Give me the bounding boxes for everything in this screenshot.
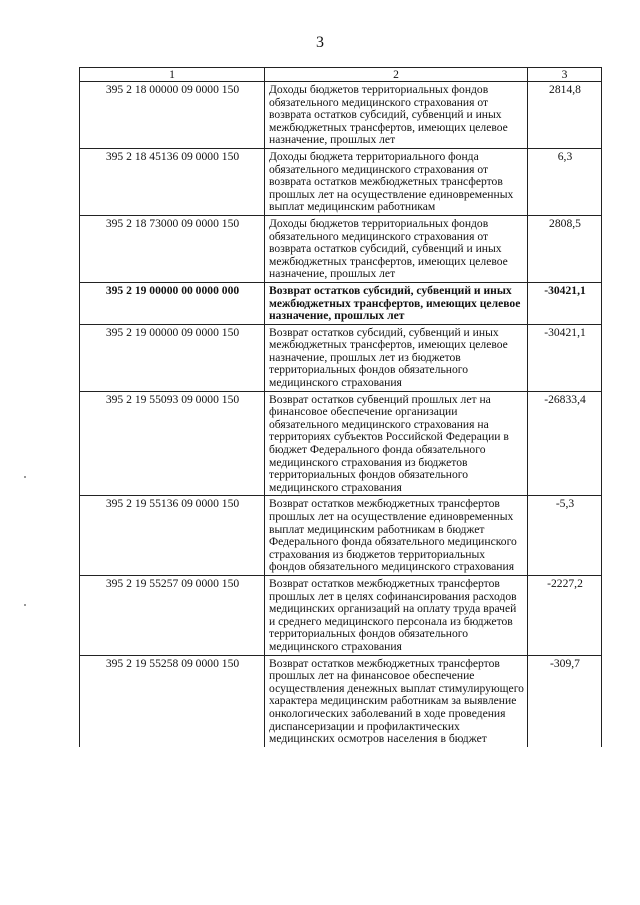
- income-name: Возврат остатков межбюджетных трансфертов прошлых лет на финансовое обеспечение осуществления денежных выплат стимулирующего характера медицинским работникам за выявление онкологических заболеваний в ходе проведения диспансеризации и профилактических медицинских осмотров населения в бюджет: [265, 655, 528, 747]
- table-row: [80, 575, 602, 655]
- table-row: [80, 655, 602, 747]
- header-code: 1: [80, 68, 265, 82]
- income-name: Доходы бюджета территориального фонда обязательного медицинского страхования от возврата остатков межбюджетных трансфертов прошлых лет на осуществление единовременных выплат медицинским работникам: [265, 148, 528, 215]
- scan-speck: [24, 476, 26, 478]
- income-name: Возврат остатков субвенций прошлых лет на финансовое обеспечение организации обязательного медицинского страхования на территориях субъектов Российской Федерации в бюджет Федерального фонда обязательного медицинского страхования из бюджетов территориальных фондов обязательного медицинского страхования: [265, 391, 528, 496]
- income-value: 6,3: [528, 148, 602, 215]
- income-code: 395 2 18 45136 09 0000 150: [80, 148, 265, 215]
- income-name: Доходы бюджетов территориальных фондов обязательного медицинского страхования от возврата остатков субсидий, субвенций и иных межбюджетных трансфертов, имеющих целевое назначение, прошлых лет: [265, 215, 528, 282]
- table-header-row: [80, 68, 602, 82]
- income-value: -2227,2: [528, 575, 602, 655]
- income-name: Возврат остатков субсидий, субвенций и иных межбюджетных трансфертов, имеющих целевое назначение, прошлых лет: [265, 282, 528, 324]
- income-code: 395 2 19 00000 09 0000 150: [80, 324, 265, 391]
- income-name: Возврат остатков субсидий, субвенций и иных межбюджетных трансфертов, имеющих целевое назначение, прошлых лет из бюджетов территориальных фондов обязательного медицинского страхования: [265, 324, 528, 391]
- income-value: -26833,4: [528, 391, 602, 496]
- income-code: 395 2 18 00000 09 0000 150: [80, 82, 265, 149]
- table-row: [80, 496, 602, 576]
- page-number: 3: [316, 34, 324, 51]
- table-row: [80, 82, 602, 149]
- income-code: 395 2 19 55258 09 0000 150: [80, 655, 265, 747]
- scan-speck: [24, 604, 26, 606]
- income-value: -5,3: [528, 496, 602, 576]
- income-code: 395 2 19 55257 09 0000 150: [80, 575, 265, 655]
- income-value: 2814,8: [528, 82, 602, 149]
- header-value: 3: [528, 68, 602, 82]
- income-value: -309,7: [528, 655, 602, 747]
- income-name: Возврат остатков межбюджетных трансфертов прошлых лет на осуществление единовременных выплат медицинским работникам в бюджет Федерального фонда обязательного медицинского страхования из бюджетов территориальных фондов обязательного медицинского страхования: [265, 496, 528, 576]
- budget-table: [79, 67, 602, 747]
- table-row: [80, 148, 602, 215]
- income-code: 395 2 18 73000 09 0000 150: [80, 215, 265, 282]
- income-code: 395 2 19 55093 09 0000 150: [80, 391, 265, 496]
- table-row: [80, 391, 602, 496]
- income-code: 395 2 19 55136 09 0000 150: [80, 496, 265, 576]
- table-row-section: [80, 282, 602, 324]
- income-value: -30421,1: [528, 282, 602, 324]
- income-name: Возврат остатков межбюджетных трансфертов прошлых лет в целях софинансирования расходов медицинских организаций на оплату труда врачей и среднего медицинского персонала из бюджетов территориальных фондов обязательного медицинского страхования: [265, 575, 528, 655]
- table-row: [80, 215, 602, 282]
- income-value: 2808,5: [528, 215, 602, 282]
- income-name: Доходы бюджетов территориальных фондов обязательного медицинского страхования от возврата остатков субсидий, субвенций и иных межбюджетных трансфертов, имеющих целевое назначение, прошлых лет: [265, 82, 528, 149]
- table-row: [80, 324, 602, 391]
- income-value: -30421,1: [528, 324, 602, 391]
- header-name: 2: [265, 68, 528, 82]
- income-code: 395 2 19 00000 00 0000 000: [80, 282, 265, 324]
